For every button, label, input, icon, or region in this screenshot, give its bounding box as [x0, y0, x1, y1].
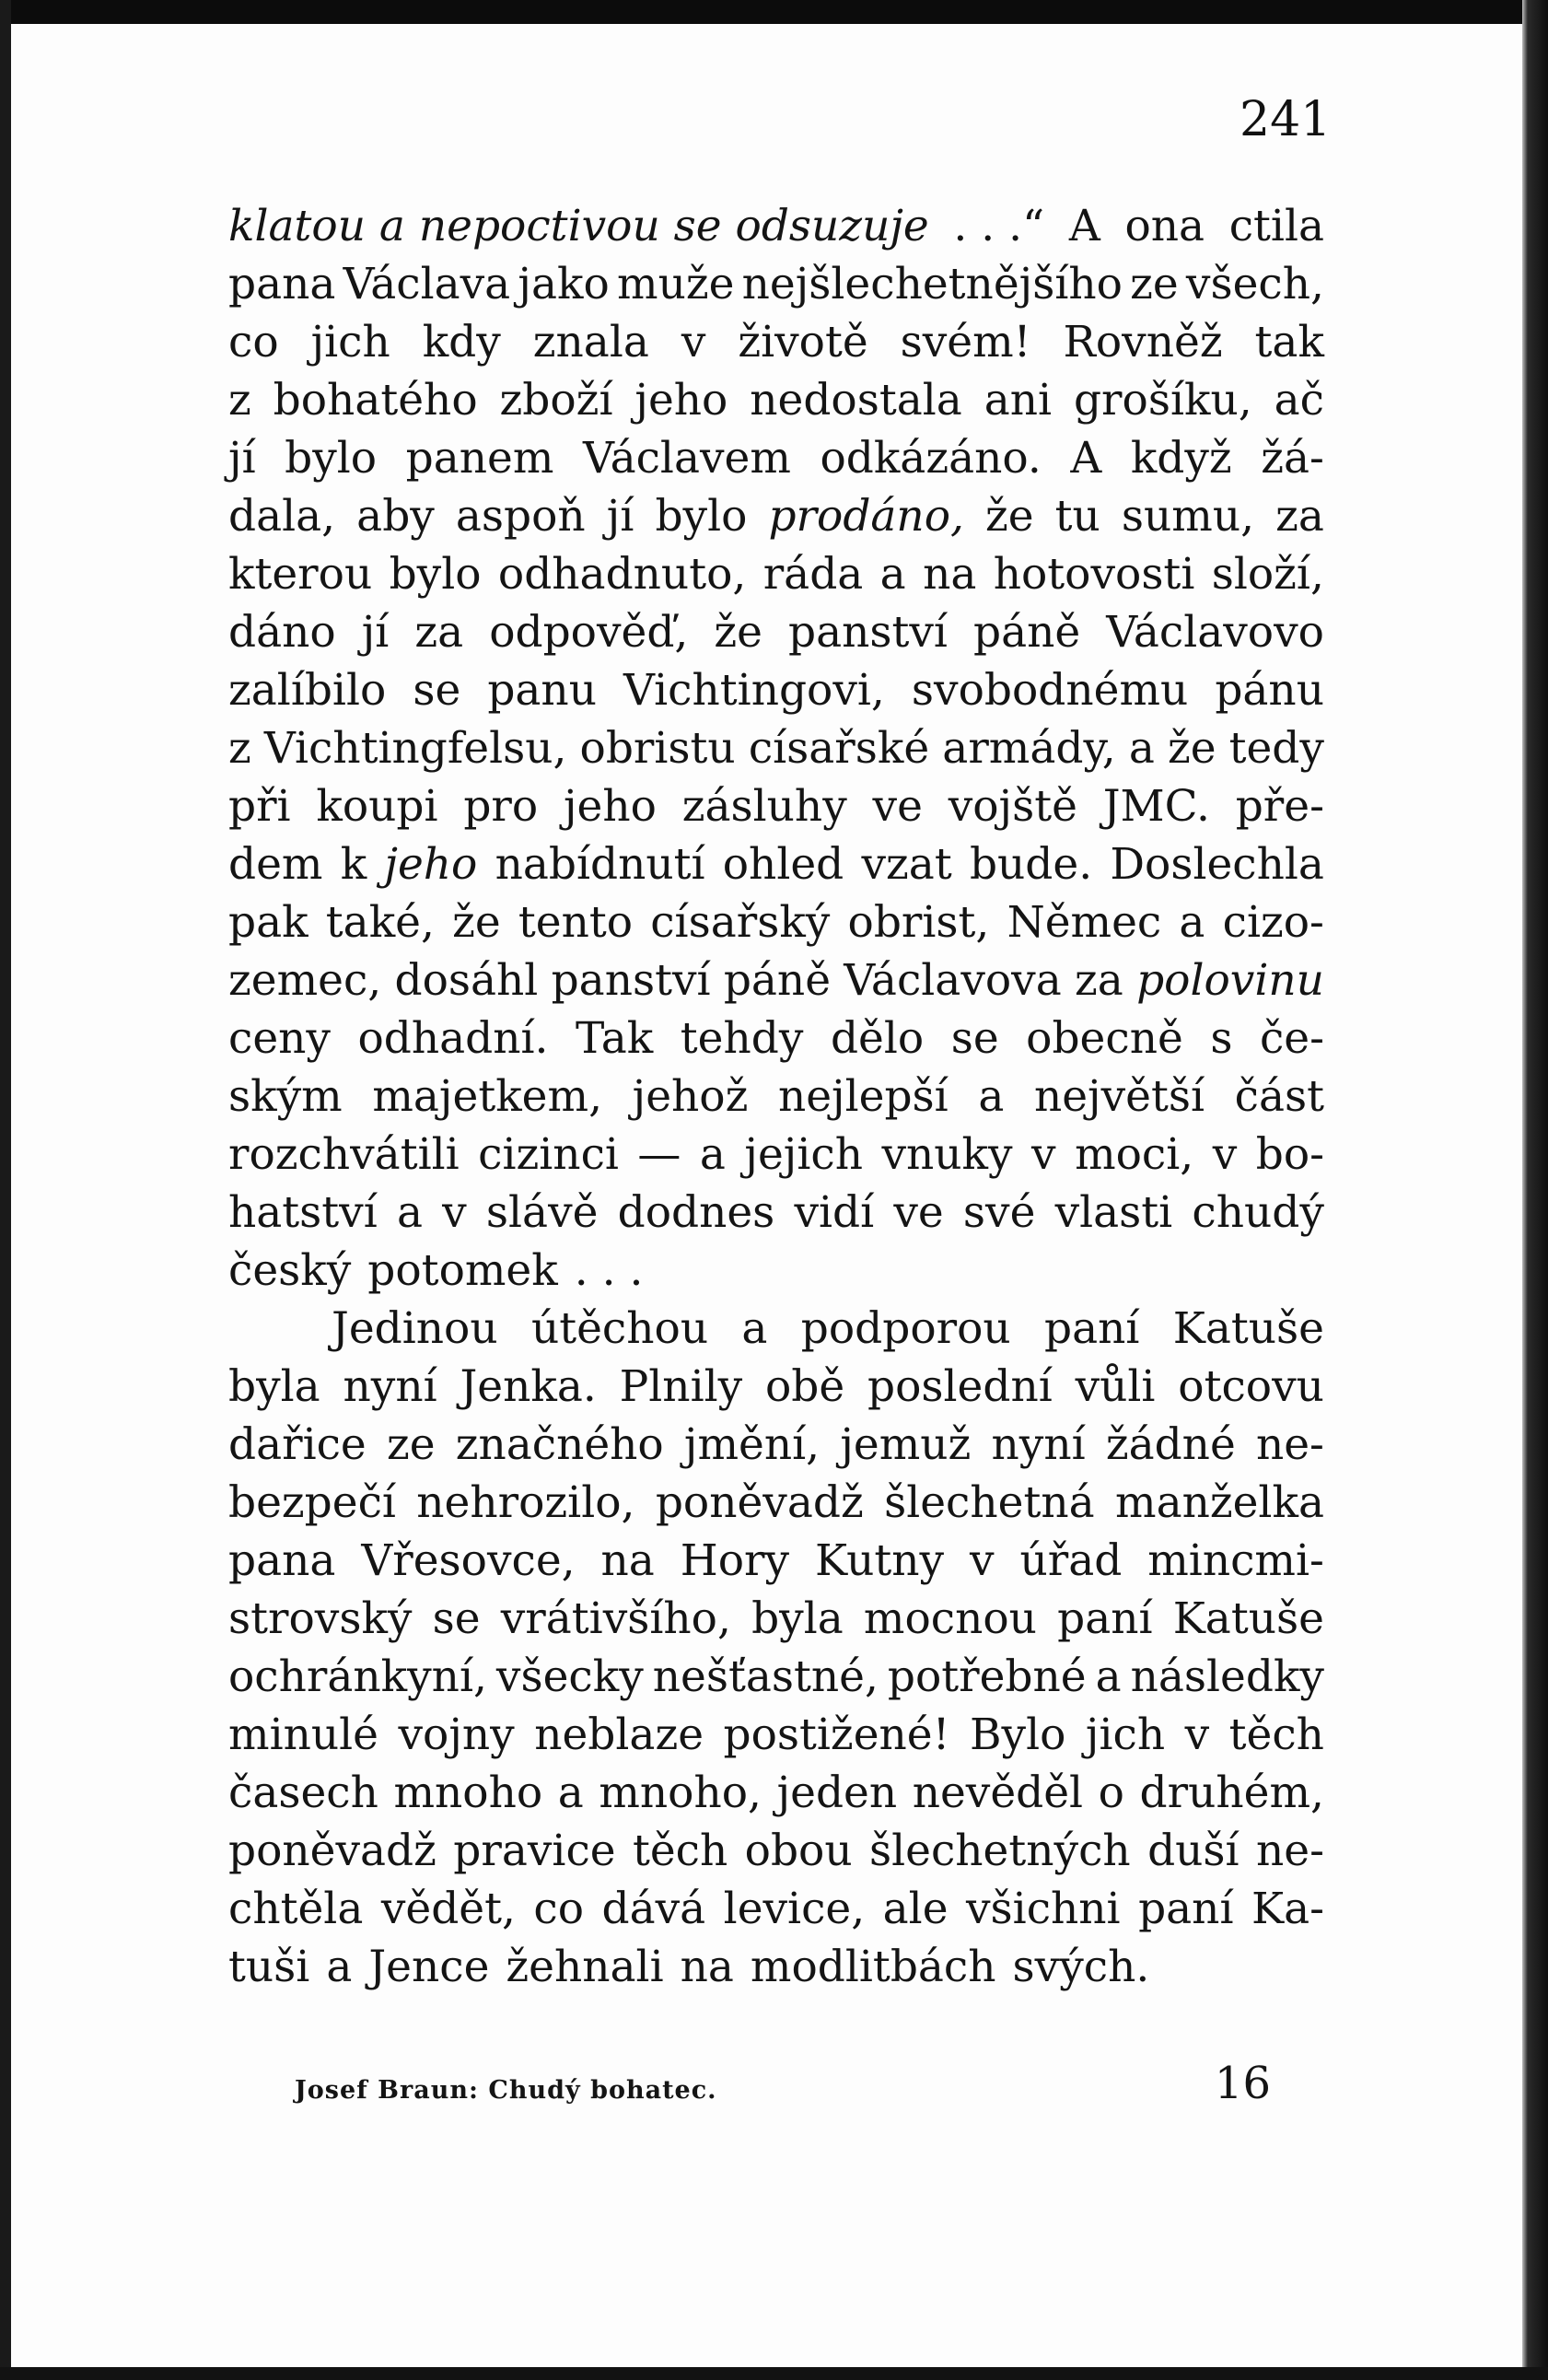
word: Ka- — [1251, 1884, 1324, 1934]
word: časech — [228, 1768, 378, 1818]
word: panství — [788, 607, 948, 658]
word: všecky — [495, 1651, 644, 1702]
word: Tak — [576, 1013, 654, 1064]
word: moci, — [1075, 1129, 1194, 1180]
word: bylo — [389, 549, 482, 600]
word: nyní — [991, 1419, 1086, 1470]
word: ochránkyní, — [228, 1651, 487, 1702]
word: vlasti — [1054, 1187, 1173, 1238]
word: mnoho, — [599, 1768, 762, 1818]
word: a — [978, 1071, 1005, 1122]
word: Katuše — [1172, 1303, 1324, 1354]
word: při — [228, 781, 291, 832]
word: bezpečí — [228, 1477, 396, 1528]
word: ač — [1274, 375, 1324, 426]
text-line — [228, 1822, 1324, 1880]
word: a — [699, 1129, 726, 1180]
word: potomek — [367, 1245, 558, 1296]
word: Václavova — [844, 955, 1062, 1006]
word: na — [680, 1942, 734, 1992]
word: a — [879, 549, 906, 600]
word: útěchou — [530, 1303, 709, 1354]
word: jich — [310, 317, 390, 368]
word: ceny — [228, 1013, 331, 1064]
text-line — [228, 1474, 1324, 1532]
word: dává — [601, 1884, 706, 1934]
word: vnuky — [881, 1129, 1013, 1180]
word: Václavem — [582, 433, 791, 484]
word: minulé — [228, 1709, 378, 1760]
word: z — [228, 375, 251, 426]
word: tuši — [228, 1942, 310, 1992]
body-text — [228, 197, 1324, 1996]
word: A — [1070, 433, 1102, 484]
word: že — [452, 897, 501, 948]
word: pánu — [1215, 665, 1324, 716]
text-line — [228, 777, 1324, 835]
signature-mark: 16 — [1214, 2058, 1271, 2109]
text-line — [228, 603, 1324, 661]
word: Jenka. — [460, 1361, 597, 1412]
word: slávě — [485, 1187, 599, 1238]
word: bylo — [285, 433, 378, 484]
word: bude. — [969, 839, 1093, 890]
word: se — [432, 1593, 481, 1644]
word: jí — [361, 607, 390, 658]
word: odkázáno. — [820, 433, 1042, 484]
word: v — [442, 1187, 467, 1238]
word: tu — [1054, 491, 1100, 542]
word: ráda — [762, 549, 864, 600]
word: modlitbách — [750, 1942, 996, 1992]
word: zásluhy — [681, 781, 847, 832]
word: ale — [882, 1884, 949, 1934]
word: že — [1167, 723, 1216, 774]
word: část — [1234, 1071, 1324, 1122]
word: se — [950, 1013, 999, 1064]
text-line — [228, 1764, 1324, 1822]
text-line — [228, 1532, 1324, 1590]
word: neblaze — [534, 1709, 704, 1760]
italic-word: klatou a nepoctivou se odsuzuje — [228, 201, 929, 251]
word: levice, — [723, 1884, 866, 1934]
word: cizo- — [1222, 897, 1324, 948]
word: vojny — [398, 1709, 515, 1760]
word: jeho — [634, 375, 728, 426]
word: a — [741, 1303, 768, 1354]
word: Rovněž — [1063, 317, 1223, 368]
text-line — [228, 1300, 1324, 1358]
word: značného — [455, 1419, 664, 1470]
word: dala, — [228, 491, 336, 542]
word — [768, 487, 963, 545]
word: jako — [518, 259, 610, 309]
word: Němec — [1007, 897, 1162, 948]
word: . . . — [574, 1245, 644, 1296]
word: Katuše — [1172, 1593, 1324, 1644]
text-line — [228, 893, 1324, 951]
italic-word: jeho — [384, 839, 478, 890]
word: na — [600, 1535, 655, 1586]
text-line — [228, 429, 1324, 487]
text-line — [228, 487, 1324, 545]
word: císařské — [748, 723, 930, 774]
word: jemuž — [840, 1419, 972, 1470]
scan-border-top — [0, 0, 1548, 24]
word: bohatého — [273, 375, 478, 426]
word: se — [413, 665, 461, 716]
word: také, — [325, 897, 435, 948]
word: svých. — [1012, 1942, 1150, 1992]
word: obrist, — [847, 897, 990, 948]
word: druhém, — [1139, 1768, 1324, 1818]
word: všech, — [1185, 259, 1324, 309]
text-line — [228, 1416, 1324, 1474]
text-line — [228, 1126, 1324, 1184]
word: úřad — [1019, 1535, 1123, 1586]
word: jmění, — [683, 1419, 821, 1470]
word: svobodnému — [911, 665, 1189, 716]
word: pře- — [1235, 781, 1324, 832]
footer-book-title: Josef Braun: Chudý bohatec. — [295, 2076, 717, 2105]
word: pak — [228, 897, 308, 948]
word: ne- — [1255, 1419, 1324, 1470]
word: nešťastné, — [652, 1651, 879, 1702]
word: pana — [228, 1535, 336, 1586]
word: ctila — [1228, 201, 1324, 251]
word: chudý — [1192, 1187, 1324, 1238]
word: k — [340, 839, 367, 890]
word: dařice — [228, 1419, 367, 1470]
word: Kutny — [814, 1535, 945, 1586]
word: panu — [487, 665, 597, 716]
word: císařský — [650, 897, 831, 948]
word: za — [1075, 955, 1123, 1006]
word — [228, 197, 929, 255]
word: odpověď, — [489, 607, 689, 658]
word: a — [326, 1942, 353, 1992]
word: a — [1095, 1651, 1122, 1702]
text-line — [228, 835, 1324, 893]
scan-border-right — [1522, 0, 1548, 2380]
word: v — [1212, 1129, 1238, 1180]
word: pravice — [453, 1826, 616, 1876]
word: majetkem, — [372, 1071, 603, 1122]
word: když — [1130, 433, 1232, 484]
word: že — [714, 607, 762, 658]
word: potřebné — [887, 1651, 1087, 1702]
word: a — [1179, 897, 1205, 948]
word: nedostala — [750, 375, 962, 426]
word: paní — [1057, 1593, 1153, 1644]
word: vůli — [1075, 1361, 1156, 1412]
word: jí — [606, 491, 634, 542]
word: strovský — [228, 1593, 413, 1644]
word: znala — [532, 317, 649, 368]
word: mocnou — [863, 1593, 1037, 1644]
word: aspoň — [455, 491, 586, 542]
text-line — [228, 1068, 1324, 1126]
word: aby — [356, 491, 435, 542]
text-line — [228, 1938, 1324, 1996]
word: vrátivšího, — [500, 1593, 731, 1644]
word: poněvadž — [228, 1826, 436, 1876]
word: ani — [984, 375, 1053, 426]
word: jeden — [776, 1768, 898, 1818]
word: hatství — [228, 1187, 378, 1238]
word: český — [228, 1245, 352, 1296]
word: A — [1068, 201, 1100, 251]
word: Bylo — [969, 1709, 1066, 1760]
word: manželka — [1115, 1477, 1324, 1528]
word: tehdy — [680, 1013, 804, 1064]
word — [384, 835, 477, 893]
word: mincmi- — [1147, 1535, 1324, 1586]
word: zboží — [499, 375, 613, 426]
word: dosáhl — [394, 955, 539, 1006]
word: jehož — [632, 1071, 749, 1122]
word: co — [533, 1884, 585, 1934]
word: JMC. — [1102, 781, 1210, 832]
word: tak — [1254, 317, 1324, 368]
word: jich — [1085, 1709, 1166, 1760]
word: obecně — [1026, 1013, 1183, 1064]
word: všichni — [965, 1884, 1121, 1934]
word: že — [985, 491, 1034, 542]
word: jí — [228, 433, 256, 484]
word: Jence — [368, 1942, 490, 1992]
text-line — [228, 951, 1324, 1009]
word: ským — [228, 1071, 343, 1122]
word: ze — [386, 1419, 436, 1470]
word: Václava — [343, 259, 511, 309]
word: bylo — [655, 491, 748, 542]
word: Vřesovce, — [361, 1535, 576, 1586]
word: Václavovo — [1106, 607, 1324, 658]
word: — — [637, 1129, 681, 1180]
text-line — [228, 1590, 1324, 1648]
word: své — [962, 1187, 1036, 1238]
word: paní — [1138, 1884, 1234, 1934]
word: ona — [1124, 201, 1205, 251]
word: ne- — [1255, 1826, 1324, 1876]
word: ve — [893, 1187, 944, 1238]
word: pro — [463, 781, 539, 832]
word: páně — [723, 955, 832, 1006]
word: zalíbilo — [228, 665, 387, 716]
word: byla — [751, 1593, 844, 1644]
text-line — [228, 1706, 1324, 1764]
text-line — [228, 1648, 1324, 1706]
page-number: 241 — [1240, 92, 1332, 147]
text-line — [228, 719, 1324, 777]
word: cizinci — [478, 1129, 619, 1180]
word: tedy — [1228, 723, 1324, 774]
word: panství — [551, 955, 711, 1006]
word: poslední — [867, 1361, 1053, 1412]
word: poněvadž — [655, 1477, 864, 1528]
word: za — [1275, 491, 1324, 542]
word: nehrozilo, — [416, 1477, 635, 1528]
word: a — [1128, 723, 1155, 774]
word: těch — [1228, 1709, 1324, 1760]
word: ze — [1130, 259, 1179, 309]
word: páně — [973, 607, 1081, 658]
word: nevěděl — [912, 1768, 1084, 1818]
word: z — [228, 723, 251, 774]
word: Hory — [680, 1535, 790, 1586]
word: největší — [1033, 1071, 1205, 1122]
text-line — [228, 661, 1324, 719]
word: ohled — [722, 839, 844, 890]
word: jejich — [744, 1129, 863, 1180]
word: vidí — [794, 1187, 875, 1238]
word: če- — [1259, 1013, 1324, 1064]
word: v — [1184, 1709, 1210, 1760]
word: grošíku, — [1073, 375, 1252, 426]
word: Vichtingovi, — [623, 665, 885, 716]
word: za — [414, 607, 464, 658]
word: a — [557, 1768, 584, 1818]
word: bo- — [1255, 1129, 1324, 1180]
word: jeho — [563, 781, 657, 832]
word: otcovu — [1178, 1361, 1324, 1412]
word: hotovosti — [993, 549, 1195, 600]
word: sumu, — [1121, 491, 1255, 542]
word: obou — [744, 1826, 853, 1876]
text-line — [228, 313, 1324, 371]
word: žádné — [1105, 1419, 1236, 1470]
word: pana — [228, 259, 336, 309]
word: životě — [738, 317, 868, 368]
word: byla — [228, 1361, 320, 1412]
word: dělo — [830, 1013, 925, 1064]
word: muže — [617, 259, 735, 309]
text-line — [228, 255, 1324, 313]
word: dodnes — [617, 1187, 775, 1238]
word: postižené! — [723, 1709, 950, 1760]
word: kterou — [228, 549, 373, 600]
word: obristu — [579, 723, 736, 774]
word: žá- — [1261, 433, 1324, 484]
word: podporou — [800, 1303, 1011, 1354]
text-line — [228, 1009, 1324, 1068]
word: následky — [1130, 1651, 1324, 1702]
word: kdy — [422, 317, 501, 368]
scan-border-left — [0, 0, 11, 2380]
word: o — [1098, 1768, 1124, 1818]
word: nabídnutí — [495, 839, 705, 890]
word: vzat — [861, 839, 952, 890]
word: šlechetných — [869, 1826, 1131, 1876]
word: armády, — [942, 723, 1116, 774]
word: nyní — [343, 1361, 437, 1412]
word: v — [681, 317, 706, 368]
word: žehnali — [506, 1942, 664, 1992]
italic-word: prodáno, — [768, 491, 964, 542]
word: tento — [518, 897, 634, 948]
word: svém! — [900, 317, 1031, 368]
word: a — [396, 1187, 423, 1238]
word: obě — [765, 1361, 845, 1412]
word: Plnily — [619, 1361, 743, 1412]
word: Jedinou — [332, 1303, 498, 1354]
word: duší — [1147, 1826, 1240, 1876]
word: odhadnuto, — [497, 549, 747, 600]
word: v — [1031, 1129, 1056, 1180]
word: nejšlechetnějšího — [741, 259, 1123, 309]
word: s — [1210, 1013, 1233, 1064]
word: těch — [632, 1826, 728, 1876]
word: dem — [228, 839, 323, 890]
word: vojště — [948, 781, 1077, 832]
word: ve — [872, 781, 923, 832]
word: panem — [405, 433, 554, 484]
word: vědět, — [380, 1884, 516, 1934]
scan-border-bottom — [0, 2367, 1548, 2380]
text-line — [228, 1242, 1324, 1300]
word: paní — [1044, 1303, 1140, 1354]
word: na — [923, 549, 977, 600]
text-line — [228, 1358, 1324, 1416]
word: . . .“ — [953, 201, 1045, 251]
word: koupi — [316, 781, 438, 832]
text-line — [228, 545, 1324, 603]
word: Doslechla — [1110, 839, 1324, 890]
word: dáno — [228, 607, 336, 658]
word: odhadní. — [357, 1013, 549, 1064]
word — [1136, 951, 1324, 1009]
text-line — [228, 197, 1324, 255]
word: složí, — [1211, 549, 1324, 600]
text-line — [228, 1880, 1324, 1938]
text-line — [228, 371, 1324, 429]
word: chtěla — [228, 1884, 364, 1934]
word: rozchvátili — [228, 1129, 460, 1180]
word: zemec, — [228, 955, 382, 1006]
text-line — [228, 1184, 1324, 1242]
word: šlechetná — [884, 1477, 1095, 1528]
word: mnoho — [393, 1768, 543, 1818]
page-footer — [295, 2058, 1271, 2117]
word: Vichtingfelsu, — [263, 723, 567, 774]
italic-word: polovinu — [1136, 955, 1324, 1006]
word: v — [969, 1535, 995, 1586]
word: co — [228, 317, 279, 368]
word: nejlepší — [777, 1071, 949, 1122]
